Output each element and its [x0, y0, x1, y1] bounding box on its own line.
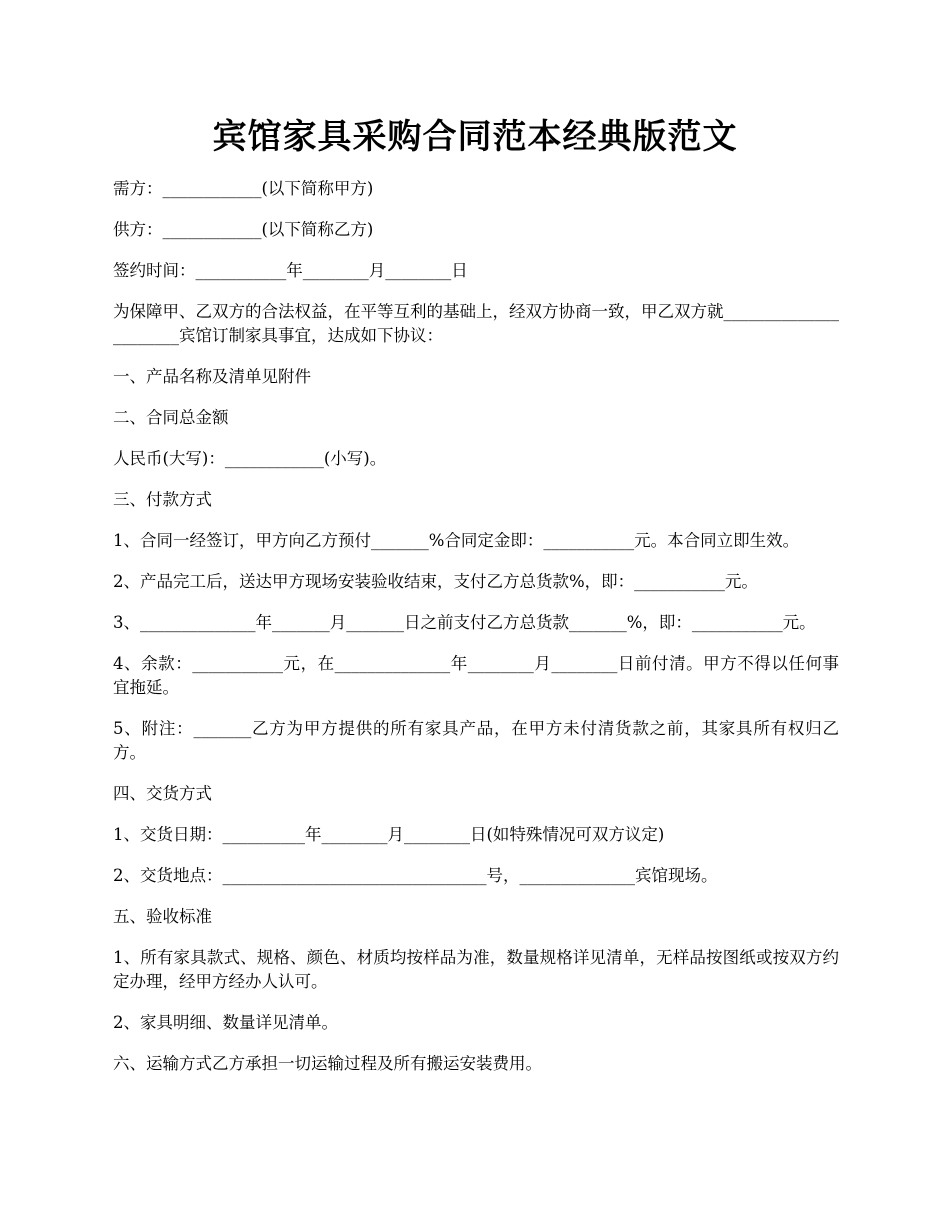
- section-heading-2: 二、合同总金额: [113, 408, 229, 427]
- payment-clause-1: 1、合同一经签订，甲方向乙方预付_______%合同定金即：___________元。本合同立即生效。: [113, 531, 800, 550]
- payment-clause-3: 3、______________年_______月_______日之前支付乙方总货款_______%，即：___________元。: [113, 613, 816, 632]
- acceptance-clause-1: 1、所有家具款式、规格、颜色、材质均按样品为准，数量规格详见清单，无样品按图纸或按双方约定办理，经甲方经办人认可。: [113, 948, 839, 991]
- payment-clause-5: 5、附注：_______乙方为甲方提供的所有家具产品，在甲方未付清货款之前，其家具所有权归乙方。: [113, 719, 839, 762]
- amount-line: 人民币(大写)：____________(小写)。: [113, 449, 387, 468]
- payment-clause-2: 2、产品完工后，送达甲方现场安装验收结束，支付乙方总货款%，即：___________元。: [113, 572, 758, 591]
- section-heading-6: 六、运输方式乙方承担一切运输过程及所有搬运安装费用。: [113, 1054, 542, 1073]
- section-heading-4: 四、交货方式: [113, 784, 212, 803]
- section-heading-3: 三、付款方式: [113, 490, 212, 509]
- section-heading-1: 一、产品名称及清单见附件: [113, 367, 311, 386]
- preamble-paragraph: 为保障甲、乙双方的合法权益，在平等互利的基础上，经双方协商一致，甲乙双方就______________________宾馆订制家具事宜，达成如下协议：: [113, 302, 839, 345]
- buyer-line: 需方：____________(以下简称甲方): [113, 179, 374, 198]
- section-heading-5: 五、验收标准: [113, 907, 212, 926]
- supplier-line: 供方：____________(以下简称乙方): [113, 220, 374, 239]
- signing-date-line: 签约时间：___________年________月________日: [113, 261, 468, 280]
- delivery-date-line: 1、交货日期：__________年________月________日(如特殊情况可双方议定): [113, 825, 665, 844]
- payment-clause-4: 4、余款：___________元，在______________年________月________日前付清。甲方不得以任何事宜拖延。: [113, 654, 839, 697]
- document-title: 宾馆家具采购合同范本经典版范文: [212, 117, 738, 157]
- document-body: [113, 177, 839, 1093]
- delivery-location-line: 2、交货地点：________________________________号，______________宾馆现场。: [113, 866, 718, 885]
- acceptance-clause-2: 2、家具明细、数量详见清单。: [113, 1013, 338, 1032]
